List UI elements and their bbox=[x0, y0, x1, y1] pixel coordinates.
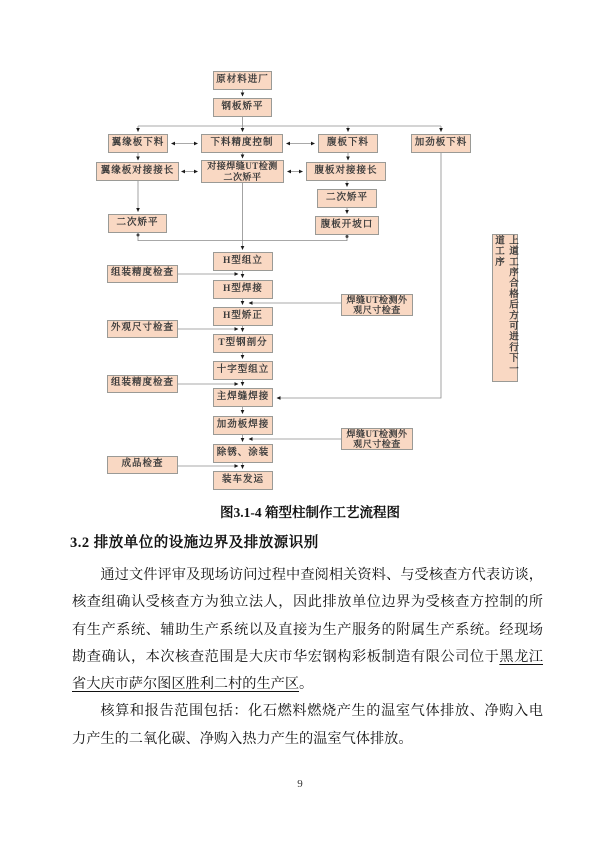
flow-node-ut-check-2-line2: 观尺寸检查 bbox=[353, 439, 401, 449]
flow-node-rust-paint: 除锈、涂装 bbox=[213, 444, 273, 463]
flow-node-assembly-check-1: 组装精度检查 bbox=[107, 265, 178, 283]
paragraph2-line2: 力产生的二氧化碳、净购入热力产生的温室气体排放。 bbox=[72, 730, 413, 747]
body-text bbox=[72, 562, 543, 753]
flow-node-h-correct: H型矫正 bbox=[213, 307, 273, 326]
flow-node-ut-relevel-line2: 二次矫平 bbox=[223, 171, 262, 182]
flow-node-raw-material: 原材料进厂 bbox=[213, 71, 272, 90]
flow-node-h-assembly: H型组立 bbox=[213, 252, 273, 271]
flow-note-process-gate: 上道工序合格后方可进行下一道工序 bbox=[492, 234, 518, 382]
flow-node-ut-check-2-line1: 焊缝UT检测外 bbox=[346, 428, 408, 439]
flow-node-precision-ctrl: 下料精度控制 bbox=[201, 134, 283, 153]
flow-node-web-extend: 腹板对接接长 bbox=[306, 162, 386, 181]
flow-node-ut-check-1-line2: 观尺寸检查 bbox=[353, 305, 401, 315]
paragraph1-line4-text: 勘查确认，本次核查范围是大庆市华宏钢构彩板制造有限公司位于 bbox=[72, 648, 500, 665]
flow-node-final-check: 成品检查 bbox=[107, 456, 178, 474]
figure-caption: 图3.1-4 箱型柱制作工艺流程图 bbox=[220, 505, 400, 520]
flow-node-ut-check-1-line1: 焊缝UT检测外 bbox=[346, 294, 408, 305]
flow-node-dim-check: 外观尺寸检查 bbox=[107, 320, 178, 338]
flow-node-web-cut: 腹板下料 bbox=[318, 134, 378, 153]
flow-node-assembly-check-2: 组装精度检查 bbox=[107, 375, 178, 393]
flow-node-ut-relevel bbox=[201, 160, 284, 183]
paragraph1-line2: 核查组确认受核查方为独立法人，因此排放单位边界为受核查方控制的所 bbox=[72, 594, 543, 611]
flow-node-t-split: T型钢剖分 bbox=[213, 334, 273, 353]
flow-node-ship: 装车发运 bbox=[213, 471, 273, 490]
flow-node-h-weld: H型焊接 bbox=[213, 280, 273, 299]
paragraph1-line5 bbox=[72, 671, 543, 698]
flow-node-web-bevel: 腹板开坡口 bbox=[315, 216, 379, 235]
flow-node-ut-check-2 bbox=[341, 428, 413, 450]
flow-node-plate-leveling: 钢板矫平 bbox=[213, 98, 272, 117]
paragraph1-line1: 通过文件评审及现场访问过程中查阅相关资料、与受核查方代表访谈， bbox=[100, 567, 543, 583]
paragraph1-line5-underlined: 省大庆市萨尔图区胜利二村的生产区 bbox=[72, 676, 300, 693]
flow-node-flange-cut: 翼缘板下料 bbox=[108, 134, 168, 153]
paragraph2-line1: 核算和报告范围包括：化石燃料燃烧产生的温室气体排放、净购入电 bbox=[100, 703, 543, 720]
page-number: 9 bbox=[297, 778, 303, 790]
flow-node-relevel-left: 二次矫平 bbox=[108, 214, 167, 233]
paragraph1-line5-text: 。 bbox=[299, 676, 314, 693]
flow-node-ut-relevel-line1: 对接焊缝UT检测 bbox=[207, 161, 278, 171]
paragraph1-line3: 有生产系统、辅助生产系统以及直接为生产服务的附属生产系统。经现场 bbox=[72, 621, 543, 638]
flow-node-stiffener-weld: 加劲板焊接 bbox=[213, 416, 273, 435]
flow-node-ut-check-1 bbox=[341, 294, 413, 316]
section-heading: 3.2 排放单位的设施边界及排放源识别 bbox=[70, 535, 319, 551]
paragraph1-line4 bbox=[72, 644, 543, 671]
flow-node-flange-extend: 翼缘板对接接长 bbox=[96, 162, 179, 181]
flow-node-main-weld: 主焊缝焊接 bbox=[213, 388, 273, 407]
flow-node-cross-assembly: 十字型组立 bbox=[213, 361, 273, 380]
flow-node-stiffener-cut: 加劲板下料 bbox=[411, 134, 471, 153]
flow-node-relevel-right: 二次矫平 bbox=[317, 189, 377, 208]
paragraph1-line4-underlined: 黑龙江 bbox=[499, 648, 543, 665]
